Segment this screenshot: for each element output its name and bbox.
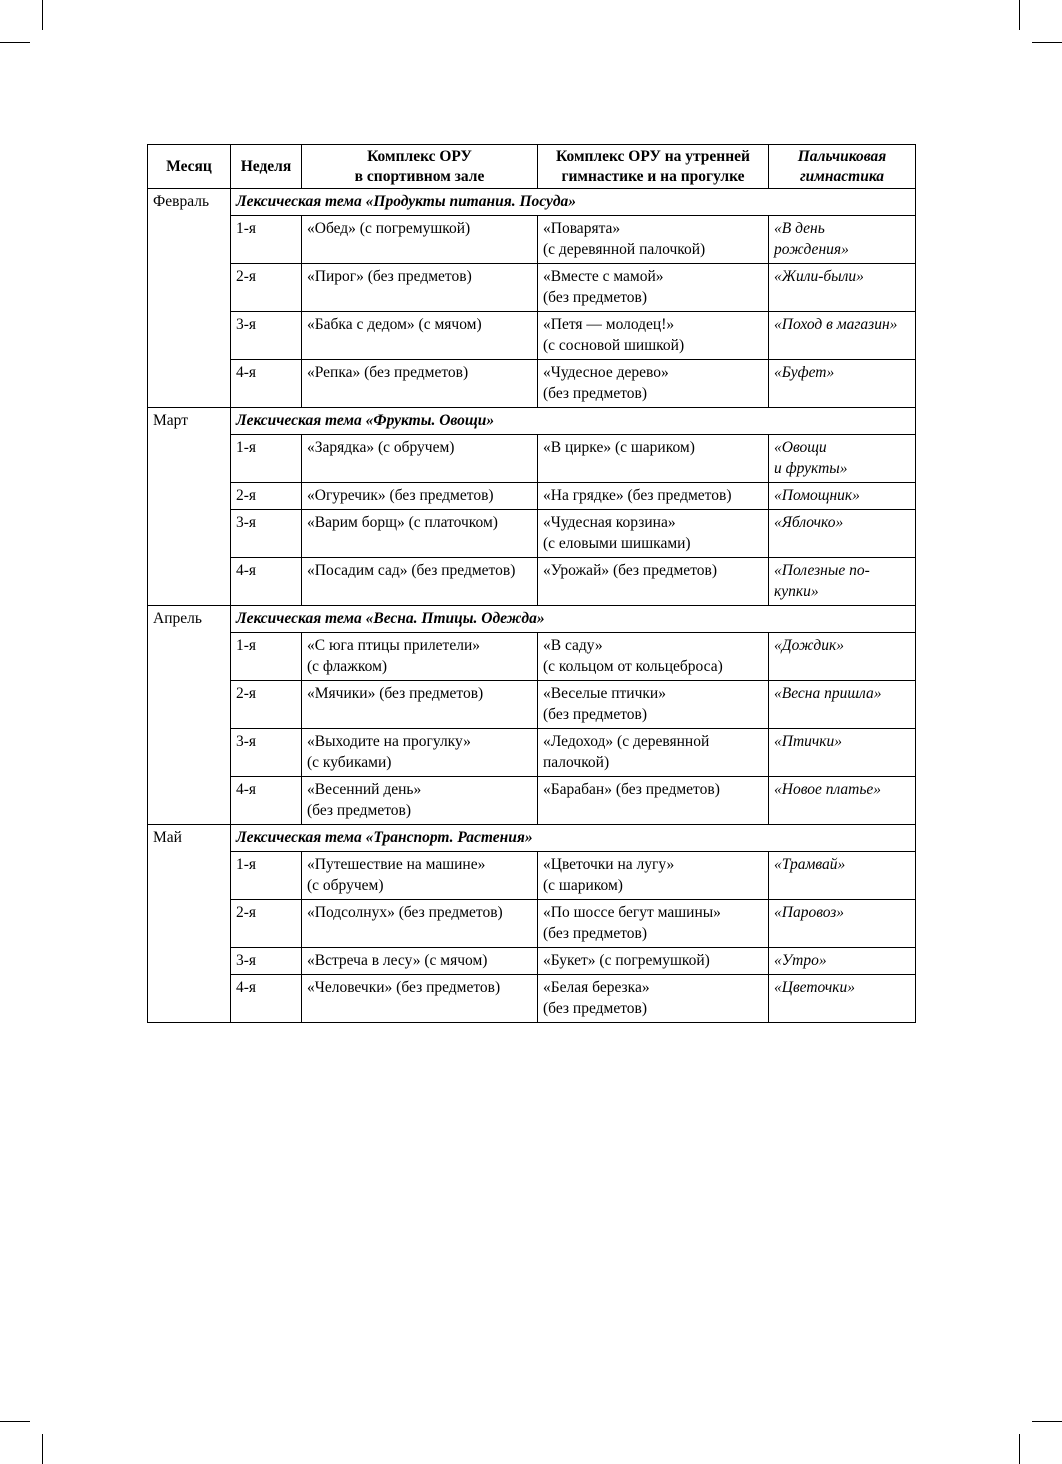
finger-gymnastics-cell-line: «Весна пришла»: [774, 685, 882, 702]
morning-complex-cell-line: «Петя — молодец!»: [543, 316, 675, 333]
finger-gymnastics-cell: [769, 435, 916, 483]
gym-complex-cell: [302, 360, 538, 408]
exercise-plan-table: [147, 144, 916, 1023]
header-month: Месяц: [148, 145, 231, 189]
morning-complex-cell-line: «Поварята»: [543, 220, 621, 237]
lexical-theme: Лексическая тема «Транспорт. Растения»: [231, 825, 916, 852]
gym-complex-cell-line: «Путешествие на машине»: [307, 856, 486, 873]
gym-complex-cell-line: «Посадим сад» (без предметов): [307, 562, 516, 579]
week-row: [148, 900, 916, 948]
morning-complex-cell-line: (без предметов): [543, 385, 648, 402]
crop-mark-top-left-vertical: [42, 0, 43, 30]
week-cell: 3-я: [231, 312, 302, 360]
theme-row: [148, 189, 916, 216]
week-row: [148, 216, 916, 264]
gym-complex-cell: [302, 975, 538, 1023]
morning-complex-cell: [538, 681, 769, 729]
gym-complex-cell-line: «Человечки» (без предметов): [307, 979, 501, 996]
gym-complex-cell: [302, 729, 538, 777]
gym-complex-cell: [302, 483, 538, 510]
week-row: [148, 558, 916, 606]
week-row: [148, 948, 916, 975]
theme-row: [148, 825, 916, 852]
lexical-theme: Лексическая тема «Фрукты. Овощи»: [231, 408, 916, 435]
morning-complex-cell: [538, 900, 769, 948]
morning-complex-cell-line: «Вместе с мамой»: [543, 268, 664, 285]
gym-complex-cell: [302, 948, 538, 975]
gym-complex-cell-line: «Бабка с дедом» (с мячом): [307, 316, 482, 333]
morning-complex-cell-line: «В саду»: [543, 637, 603, 654]
lexical-theme: Лексическая тема «Продукты питания. Посуда»: [231, 189, 916, 216]
crop-mark-bottom-right-horizontal: [1032, 1421, 1062, 1422]
header-row: [148, 145, 916, 189]
morning-complex-cell: [538, 852, 769, 900]
finger-gymnastics-cell-line: рождения»: [774, 241, 849, 258]
morning-complex-cell-line: (без предметов): [543, 289, 648, 306]
week-row: [148, 264, 916, 312]
finger-gymnastics-cell-line: «Дождик»: [774, 637, 844, 654]
gym-complex-cell: [302, 681, 538, 729]
finger-gymnastics-cell: [769, 777, 916, 825]
gym-complex-cell: [302, 852, 538, 900]
morning-complex-cell-line: «Букет» (с погремушкой): [543, 952, 710, 969]
morning-complex-cell-line: «В цирке» (с шариком): [543, 439, 695, 456]
gym-complex-cell-line: (без предметов): [307, 802, 412, 819]
finger-gymnastics-cell: [769, 633, 916, 681]
week-cell: 2-я: [231, 900, 302, 948]
finger-gymnastics-cell: [769, 510, 916, 558]
morning-complex-cell: [538, 975, 769, 1023]
morning-complex-cell-line: (с шариком): [543, 877, 623, 894]
finger-gymnastics-cell-line: «Птички»: [774, 733, 843, 750]
month-cell: Апрель: [148, 606, 231, 825]
morning-complex-cell-line: (без предметов): [543, 1000, 648, 1017]
morning-complex-cell-line: (без предметов): [543, 925, 648, 942]
week-cell: 3-я: [231, 948, 302, 975]
gym-complex-cell-line: «Пирог» (без предметов): [307, 268, 472, 285]
morning-complex-cell: [538, 483, 769, 510]
gym-complex-cell: [302, 216, 538, 264]
header-week: Неделя: [231, 145, 302, 189]
crop-mark-top-right-horizontal: [1032, 42, 1062, 43]
week-cell: 1-я: [231, 852, 302, 900]
finger-gymnastics-cell-line: «Помощник»: [774, 487, 860, 504]
finger-gymnastics-cell-line: купки»: [774, 583, 819, 600]
morning-complex-cell-line: «Белая березка»: [543, 979, 650, 996]
morning-complex-cell-line: «Цветочки на лугу»: [543, 856, 675, 873]
crop-mark-bottom-left-horizontal: [0, 1421, 30, 1422]
morning-complex-cell-line: «По шоссе бегут машины»: [543, 904, 721, 921]
morning-complex-cell: [538, 558, 769, 606]
crop-mark-top-left-horizontal: [0, 42, 30, 43]
finger-gymnastics-cell: [769, 681, 916, 729]
morning-complex-cell: [538, 312, 769, 360]
morning-complex-cell-line: «Веселые птички»: [543, 685, 666, 702]
gym-complex-cell-line: «Мячики» (без предметов): [307, 685, 484, 702]
month-cell: Февраль: [148, 189, 231, 408]
header-morning-line: гимнастике и на прогулке: [561, 167, 745, 185]
lexical-theme: Лексическая тема «Весна. Птицы. Одежда»: [231, 606, 916, 633]
morning-complex-cell: [538, 948, 769, 975]
week-cell: 2-я: [231, 264, 302, 312]
morning-complex-cell-line: (с сосновой шишкой): [543, 337, 685, 354]
gym-complex-cell: [302, 558, 538, 606]
gym-complex-cell: [302, 510, 538, 558]
week-cell: 4-я: [231, 777, 302, 825]
header-gym-line: Комплекс ОРУ: [367, 147, 472, 165]
header-finger-line: гимнастика: [799, 167, 885, 185]
gym-complex-cell-line: «С юга птицы прилетели»: [307, 637, 480, 654]
header-finger-line: Пальчиковая: [797, 147, 887, 165]
morning-complex-cell: [538, 435, 769, 483]
week-cell: 3-я: [231, 510, 302, 558]
week-cell: 1-я: [231, 216, 302, 264]
header-morning-line: Комплекс ОРУ на утренней: [556, 147, 750, 165]
week-row: [148, 729, 916, 777]
month-cell: Май: [148, 825, 231, 1023]
header-finger-gymnastics: [769, 145, 916, 189]
finger-gymnastics-cell-line: «Овощи: [774, 439, 827, 456]
morning-complex-cell-line: палочкой): [543, 754, 610, 771]
morning-complex-cell-line: (без предметов): [543, 706, 648, 723]
morning-complex-cell: [538, 729, 769, 777]
finger-gymnastics-cell-line: «В день: [774, 220, 825, 237]
finger-gymnastics-cell: [769, 264, 916, 312]
morning-complex-cell-line: (с еловыми шишками): [543, 535, 691, 552]
header-gym-line: в спортивном зале: [354, 167, 485, 185]
gym-complex-cell: [302, 777, 538, 825]
gym-complex-cell-line: «Подсолнух» (без предметов): [307, 904, 503, 921]
finger-gymnastics-cell: [769, 483, 916, 510]
morning-complex-cell-line: «Чудесное дерево»: [543, 364, 669, 381]
morning-complex-cell: [538, 360, 769, 408]
week-cell: 2-я: [231, 681, 302, 729]
week-cell: 2-я: [231, 483, 302, 510]
morning-complex-cell: [538, 216, 769, 264]
crop-mark-top-right-vertical: [1019, 0, 1020, 30]
finger-gymnastics-cell: [769, 558, 916, 606]
morning-complex-cell: [538, 633, 769, 681]
finger-gymnastics-cell-line: «Новое платье»: [774, 781, 882, 798]
gym-complex-cell-line: (с обручем): [307, 877, 384, 894]
finger-gymnastics-cell-line: «Трамвай»: [774, 856, 846, 873]
finger-gymnastics-cell-line: «Полезные по-: [774, 562, 870, 579]
header-gym-complex: [302, 145, 538, 189]
finger-gymnastics-cell-line: «Паровоз»: [774, 904, 845, 921]
week-row: [148, 777, 916, 825]
morning-complex-cell: [538, 510, 769, 558]
gym-complex-cell-line: «Репка» (без предметов): [307, 364, 469, 381]
morning-complex-cell-line: (с деревянной палочкой): [543, 241, 706, 258]
finger-gymnastics-cell-line: и фрукты»: [774, 460, 848, 477]
gym-complex-cell: [302, 633, 538, 681]
week-cell: 1-я: [231, 633, 302, 681]
week-cell: 4-я: [231, 975, 302, 1023]
morning-complex-cell: [538, 777, 769, 825]
finger-gymnastics-cell-line: «Поход в магазин»: [774, 316, 898, 333]
finger-gymnastics-cell: [769, 852, 916, 900]
plan-body: [148, 189, 916, 1023]
theme-row: [148, 606, 916, 633]
gym-complex-cell-line: «Обед» (с погремушкой): [307, 220, 471, 237]
week-row: [148, 483, 916, 510]
theme-row: [148, 408, 916, 435]
header-morning-complex: [538, 145, 769, 189]
morning-complex-cell-line: «Барабан» (без предметов): [543, 781, 720, 798]
week-cell: 4-я: [231, 360, 302, 408]
week-row: [148, 510, 916, 558]
gym-complex-cell: [302, 264, 538, 312]
morning-complex-cell-line: «Чудесная корзина»: [543, 514, 676, 531]
gym-complex-cell-line: (с флажком): [307, 658, 388, 675]
finger-gymnastics-cell: [769, 975, 916, 1023]
gym-complex-cell-line: «Встреча в лесу» (с мячом): [307, 952, 488, 969]
week-row: [148, 312, 916, 360]
finger-gymnastics-cell-line: «Цветочки»: [774, 979, 856, 996]
finger-gymnastics-cell: [769, 729, 916, 777]
gym-complex-cell-line: «Зарядка» (с обручем): [307, 439, 455, 456]
morning-complex-cell: [538, 264, 769, 312]
gym-complex-cell-line: «Весенний день»: [307, 781, 422, 798]
week-row: [148, 435, 916, 483]
crop-mark-bottom-left-vertical: [42, 1434, 43, 1464]
week-row: [148, 681, 916, 729]
morning-complex-cell-line: «Ледоход» (с деревянной: [543, 733, 710, 750]
week-cell: 1-я: [231, 435, 302, 483]
finger-gymnastics-cell: [769, 312, 916, 360]
finger-gymnastics-cell-line: «Жили-были»: [774, 268, 864, 285]
morning-complex-cell-line: (с кольцом от кольцеброса): [543, 658, 723, 675]
finger-gymnastics-cell: [769, 900, 916, 948]
gym-complex-cell: [302, 435, 538, 483]
gym-complex-cell-line: (с кубиками): [307, 754, 392, 771]
crop-mark-bottom-right-vertical: [1019, 1434, 1020, 1464]
gym-complex-cell: [302, 900, 538, 948]
finger-gymnastics-cell-line: «Буфет»: [774, 364, 835, 381]
week-row: [148, 360, 916, 408]
gym-complex-cell-line: «Выходите на прогулку»: [307, 733, 471, 750]
week-cell: 3-я: [231, 729, 302, 777]
month-cell: Март: [148, 408, 231, 606]
gym-complex-cell-line: «Варим борщ» (с платочком): [307, 514, 498, 531]
morning-complex-cell-line: «Урожай» (без предметов): [543, 562, 717, 579]
finger-gymnastics-cell-line: «Утро»: [774, 952, 827, 969]
morning-complex-cell-line: «На грядке» (без предметов): [543, 487, 732, 504]
finger-gymnastics-cell: [769, 216, 916, 264]
week-cell: 4-я: [231, 558, 302, 606]
finger-gymnastics-cell: [769, 948, 916, 975]
week-row: [148, 975, 916, 1023]
gym-complex-cell-line: «Огуречик» (без предметов): [307, 487, 494, 504]
gym-complex-cell: [302, 312, 538, 360]
finger-gymnastics-cell: [769, 360, 916, 408]
week-row: [148, 852, 916, 900]
finger-gymnastics-cell-line: «Яблочко»: [774, 514, 844, 531]
week-row: [148, 633, 916, 681]
